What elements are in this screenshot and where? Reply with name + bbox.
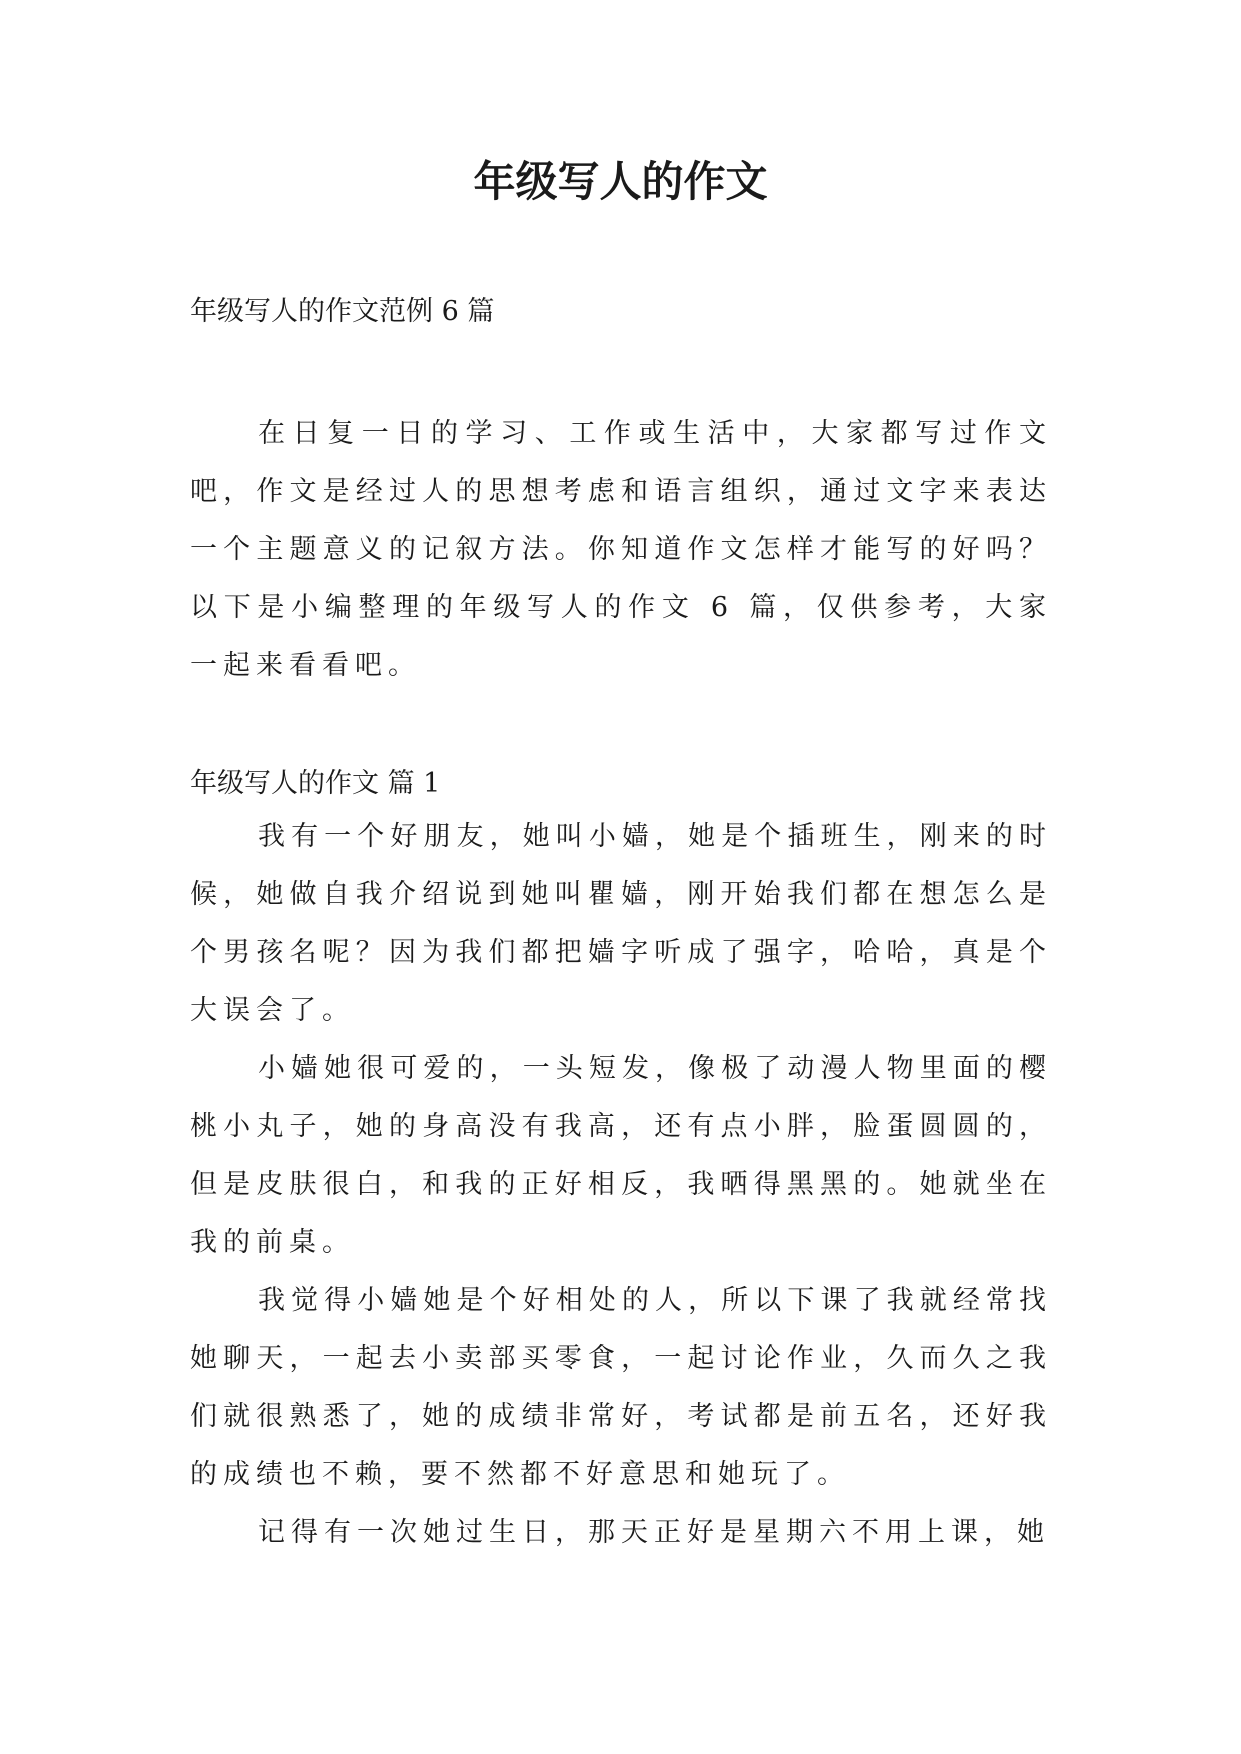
body-paragraph: 我觉得小嫱她是个好相处的人，所以下课了我就经常找她聊天，一起去小卖部买零食，一起讨论作业，久而久之我们就很熟悉了，她的成绩非常好，考试都是前五名，还好我的成绩也不赖，要不然都不好意思和她玩了。 [190,1285,1052,1490]
body-paragraph: 我有一个好朋友，她叫小嫱，她是个插班生，刚来的时候，她做自我介绍说到她叫瞿嫱，刚开始我们都在想怎么是个男孩名呢？因为我们都把嫱字听成了强字，哈哈，真是个大误会了。 [190,821,1052,1026]
intro-paragraph: 在日复一日的学习、工作或生活中，大家都写过作文吧，作文是经过人的思想考虑和语言组织，通过文字来表达一个主题意义的记叙方法。你知道作文怎样才能写的好吗？以下是小编整理的年级写人的作文 6 篇，仅供参考，大家一起来看看吧。 [190,418,1052,681]
body-paragraph: 小嫱她很可爱的，一头短发，像极了动漫人物里面的樱桃小丸子，她的身高没有我高，还有点小胖，脸蛋圆圆的，但是皮肤很白，和我的正好相反，我晒得黑黑的。她就坐在我的前桌。 [190,1053,1052,1258]
section-heading: 年级写人的作文 篇 1 [190,768,441,799]
document-subtitle: 年级写人的作文范例 6 篇 [190,296,495,327]
intro-block [190,405,1052,695]
document-title: 年级写人的作文 [473,157,768,206]
article-body [190,808,1052,1562]
body-paragraph: 记得有一次她过生日，那天正好是星期六不用上课，她 [258,1517,1050,1548]
